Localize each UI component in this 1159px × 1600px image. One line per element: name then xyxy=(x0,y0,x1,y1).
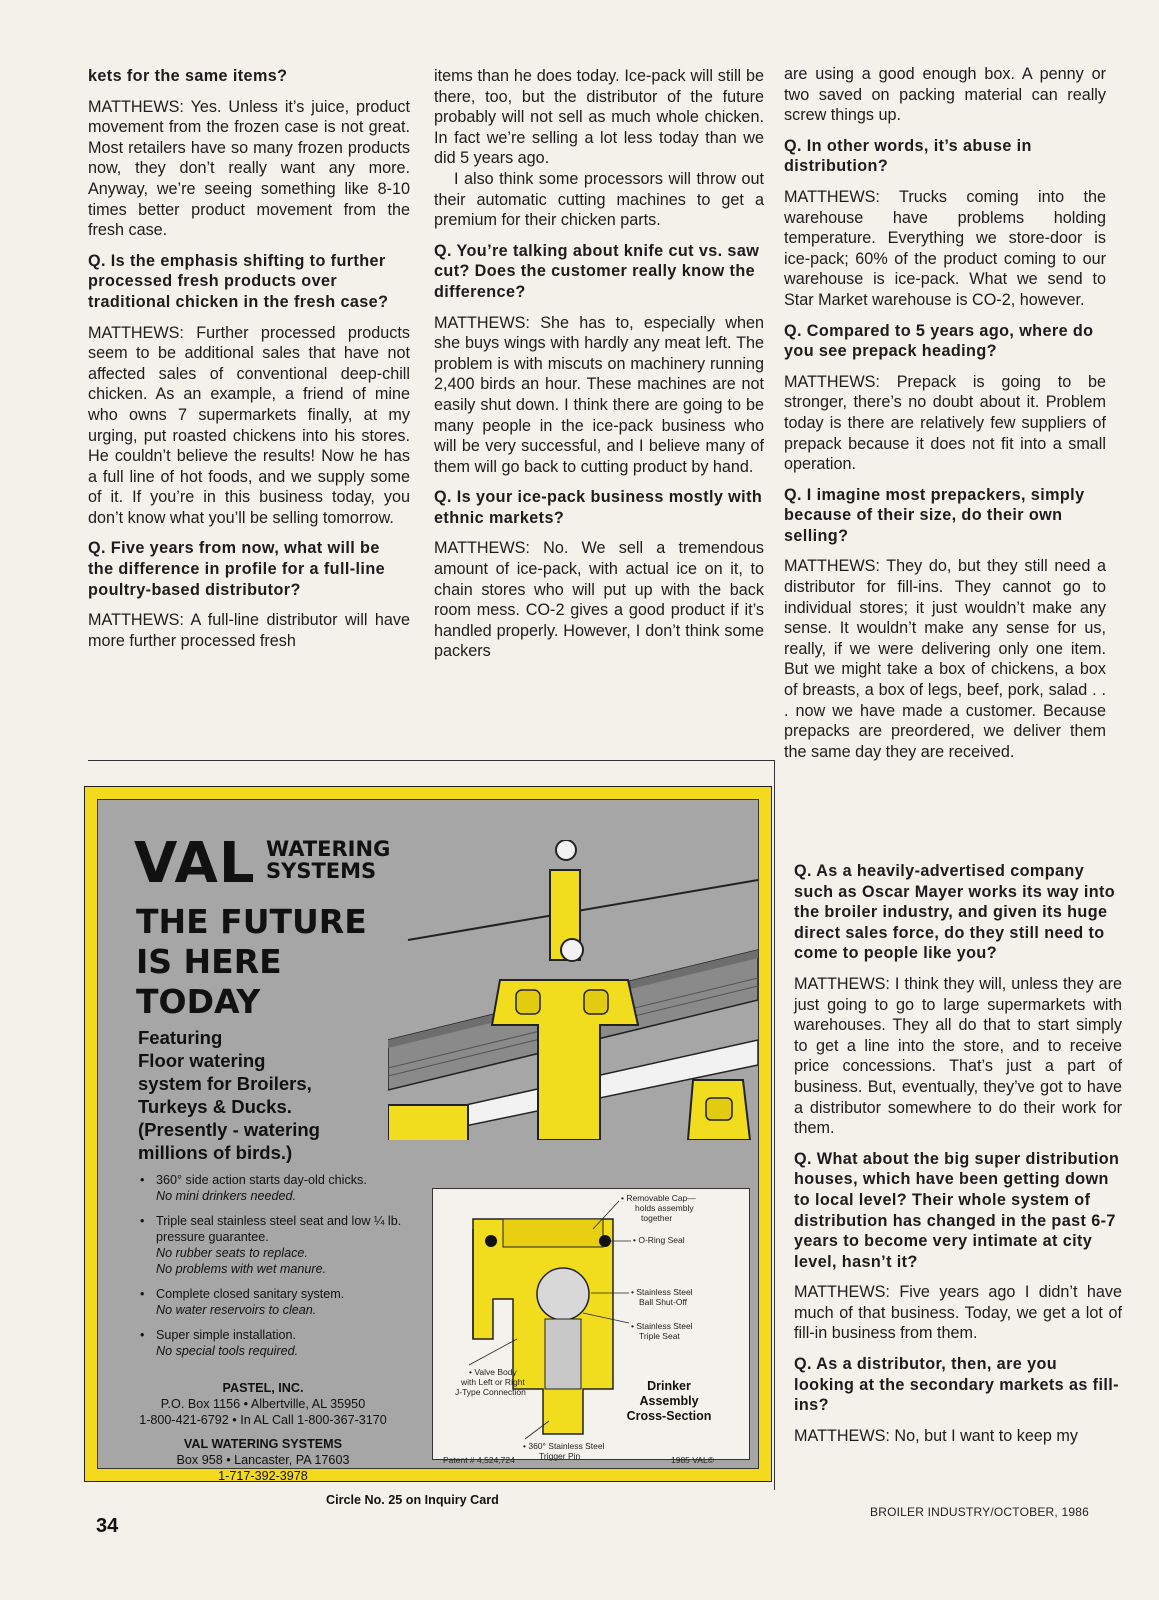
ad-panel xyxy=(97,799,759,1483)
label-o-ring: • O-Ring Seal xyxy=(633,1235,685,1245)
ad-featuring-line: (Presently - watering xyxy=(138,1119,320,1140)
answer-paragraph: MATTHEWS: A full-line distributor will have more further processed fresh xyxy=(88,611,410,650)
question-paragraph: Q. As a distributor, then, are you looking at the secondary markets as fill-ins? xyxy=(794,1355,1119,1415)
ad-featuring-line: Featuring xyxy=(138,1027,223,1048)
ad-brand: VAL xyxy=(134,831,256,896)
drinker-illustration xyxy=(388,840,758,1140)
copyright: 1985 VAL© xyxy=(671,1455,714,1465)
ad-headline-2: IS HERE xyxy=(136,942,282,981)
ad-bullet xyxy=(134,1327,424,1359)
contact-address-1: P.O. Box 1156 • Albertville, AL 35950 xyxy=(160,1397,366,1411)
answer-paragraph: MATTHEWS: Further processed products seem to be additional sales that have not affected sales of conventional deep-chill chicken. As an example, a friend of mine who owns 7 supermarkets finally, at my urging, put roasted chickens into his stores. He couldn’t believe the results! Now he has a full line of hot foods, and we supply some of it. If you’re in this business today, you don’t know what you’ll be selling tomorrow. xyxy=(88,323,410,527)
ad-bullet xyxy=(134,1213,424,1277)
answer-paragraph: MATTHEWS: Yes. Unless it’s juice, product movement from the frozen case is not great. Most retailers have so many frozen products now, they don’t really want any more. Anyway, we’re seeing something like 8-10 times better product movement from the fresh case. xyxy=(88,97,410,240)
question-paragraph: kets for the same items? xyxy=(88,67,288,85)
ad-brand-sub-2: SYSTEMS xyxy=(266,859,377,883)
ad-brand-sub xyxy=(266,838,390,882)
ad-bullet-main: 360° side action starts day-old chicks. xyxy=(156,1173,367,1187)
ad-bullet-sub: No water reservoirs to clean. xyxy=(156,1303,317,1317)
question-paragraph: Q. Is the emphasis shifting to further processed fresh products over traditional chicken in the fresh case? xyxy=(88,251,389,311)
cross-section-diagram xyxy=(432,1188,750,1465)
ad-featuring xyxy=(138,1026,368,1164)
label-valve-body: • Valve Body with Left or Right J-Type Connection xyxy=(455,1367,526,1397)
question-paragraph: Q. I imagine most prepackers, simply because of their size, do their own selling? xyxy=(784,485,1085,545)
answer-paragraph: items than he does today. Ice-pack will still be there, too, but the distributor of the future probably will not sell as much whole chicken. In fact we’re selling a lot less today than we did 5 years ago. xyxy=(434,67,764,168)
val-advertisement xyxy=(84,786,772,1482)
contact-company-2: VAL WATERING SYSTEMS xyxy=(183,1437,343,1451)
ad-bullet-sub: No mini drinkers needed. xyxy=(156,1189,297,1203)
ad-contact xyxy=(128,1380,398,1484)
patent-number: Patent # 4,524,724 xyxy=(443,1455,515,1465)
ad-bullet-main: Complete closed sanitary system. xyxy=(156,1287,345,1301)
ad-featuring-line: Turkeys & Ducks. xyxy=(138,1096,292,1117)
ad-featuring-line: system for Broilers, xyxy=(138,1073,312,1094)
question-paragraph: Q. You’re talking about knife cut vs. saw cut? Does the customer really know the difference? xyxy=(434,241,760,301)
ad-bullet-main: Super simple installation. xyxy=(156,1328,297,1342)
ad-featuring-line: millions of birds.) xyxy=(138,1142,293,1163)
question-paragraph: Q. Is your ice-pack business mostly with ethnic markets? xyxy=(434,488,763,527)
answer-paragraph: MATTHEWS: Prepack is going to be stronger, there’s no doubt about it. Problem today is there are relatively few suppliers of prepack because it does not fit into a small operation. xyxy=(784,372,1106,474)
diagram-title: Drinker Assembly Cross-Section xyxy=(626,1379,712,1423)
contact-address-2: Box 958 • Lancaster, PA 17603 xyxy=(176,1453,350,1467)
answer-paragraph: MATTHEWS: No, but I want to keep my xyxy=(794,1426,1078,1445)
answer-paragraph: MATTHEWS: I think they will, unless they are just going to go to large supermarkets with warehouses. They all do that to start simply to get a line into the store, and to receive price concessions. That’s just a part of business. But, eventually, they’ve got to have a distributor somewhere to do their work for them. xyxy=(794,974,1122,1138)
ad-headline xyxy=(136,902,386,1022)
ad-brand-sub-1: WATERING xyxy=(266,837,391,861)
question-paragraph: Q. In other words, it’s abuse in distribution? xyxy=(784,136,1032,176)
answer-paragraph: MATTHEWS: Five years ago I didn’t have much of that business. Today, we get a lot of fill-in business from them. xyxy=(794,1283,1122,1343)
answer-paragraph: MATTHEWS: They do, but they still need a distributor for fill-ins. They cannot go to individual stores; it just wouldn’t make any sense. It wouldn’t make any sense for us, really, if we were delivering only one item. But we might take a box of chickens, a box of breasts, a box of legs, beef, pork, salad . . . now we have made a customer. Because prepacks are preordered, we deliver them the same day they are received. xyxy=(784,557,1106,761)
answer-paragraph: MATTHEWS: She has to, especially when she buys wings with hardly any meat left. The problem is with miscuts on machinery running 2,400 birds an hour. These machines are not easily shut down. I think there are going to be many people in the ice-pack business who will be very successful, and I believe many of them will go back to cutting product by hand. xyxy=(434,313,764,476)
ad-headline-3: TODAY xyxy=(136,982,261,1021)
publication-footer: BROILER INDUSTRY/OCTOBER, 1986 xyxy=(870,1505,1089,1519)
question-paragraph: Q. Compared to 5 years ago, where do you see prepack heading? xyxy=(784,321,1094,361)
question-paragraph: Q. As a heavily-advertised company such as Oscar Mayer works its way into the broiler industry, and given its huge direct sales force, do they still need to come to people like you? xyxy=(794,862,1116,963)
answer-paragraph: I also think some processors will throw out their automatic cutting machines to get a premium for their chicken parts. xyxy=(434,169,764,230)
article-column-3 xyxy=(784,64,1106,772)
article-column-3-lower xyxy=(794,861,1122,1456)
ad-headline-1: THE FUTURE xyxy=(136,902,367,941)
article-column-1 xyxy=(88,66,410,661)
question-paragraph: Q. Five years from now, what will be the difference in profile for a full-line poultry-based distributor? xyxy=(88,539,386,599)
ad-bullet-main: Triple seal stainless steel seat and low ¼ lb. pressure guarantee. xyxy=(156,1214,402,1244)
ad-top-rule xyxy=(88,760,774,761)
column-divider xyxy=(774,760,775,1490)
label-removable-cap: • Removable Cap— holds assembly together xyxy=(621,1193,696,1223)
ad-bullet-sub: No rubber seats to replace. xyxy=(156,1246,308,1260)
answer-paragraph: are using a good enough box. A penny or two saved on packing material can really screw things up. xyxy=(784,65,1106,125)
label-ball-shutoff: • Stainless Steel Ball Shut-Off xyxy=(631,1287,693,1307)
ad-bullet xyxy=(134,1286,424,1318)
ad-bullet-list xyxy=(134,1172,424,1368)
contact-phone-1: 1-800-421-6792 • In AL Call 1-800-367-3170 xyxy=(139,1413,387,1427)
page-number: 34 xyxy=(96,1515,119,1537)
label-trigger-pin: • 360° Stainless Steel Trigger Pin xyxy=(523,1441,605,1461)
answer-paragraph: MATTHEWS: No. We sell a tremendous amount of ice-pack, with actual ice on it, to chain stores who will put up with the back room mess. CO-2 gives a good product if it’s handled properly. However, I don’t think some packers xyxy=(434,539,764,661)
contact-company-1: PASTEL, INC. xyxy=(222,1381,304,1395)
ad-bullet-sub: No problems with wet manure. xyxy=(156,1262,327,1276)
ad-bullet xyxy=(134,1172,424,1204)
label-triple-seat: • Stainless Steel Triple Seat xyxy=(631,1321,693,1341)
ad-bullet-sub: No special tools required. xyxy=(156,1344,299,1358)
contact-phone-2: 1-717-392-3978 xyxy=(218,1469,308,1483)
article-column-2 xyxy=(434,66,764,672)
question-paragraph: Q. What about the big super distribution houses, which have been getting down to local level? Their whole system of distribution has changed in the past 6-7 years to become very intimate at city level, hasn’t it? xyxy=(794,1149,1120,1271)
ad-featuring-line: Floor watering xyxy=(138,1050,266,1071)
inquiry-caption: Circle No. 25 on Inquiry Card xyxy=(326,1493,499,1507)
answer-paragraph: MATTHEWS: Trucks coming into the warehouse have problems holding temperature. Everything we store-door is ice-pack; 60% of the product coming to our warehouse is ice-pack. What we send to Star Market warehouse is CO-2, however. xyxy=(784,187,1106,309)
